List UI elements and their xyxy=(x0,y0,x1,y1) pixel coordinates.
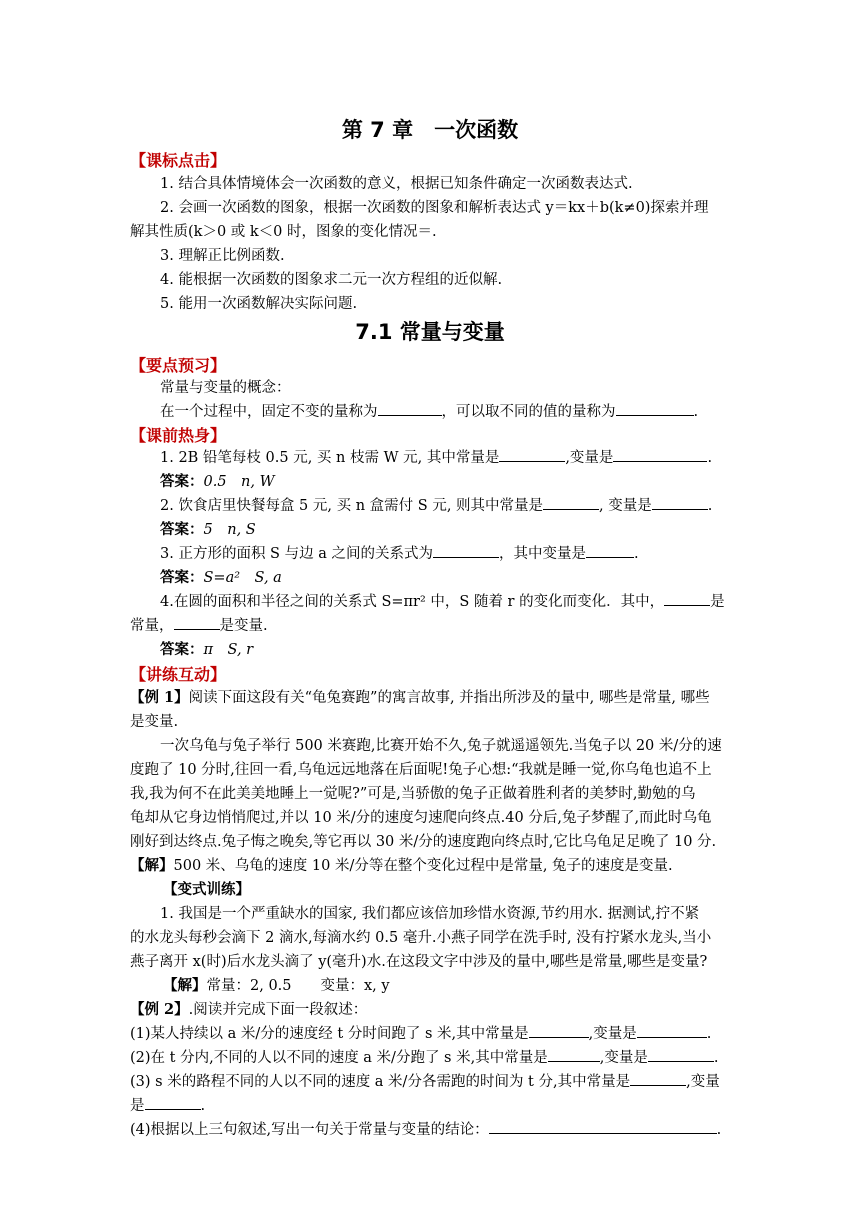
warmup-q4-cont xyxy=(130,614,734,638)
example2-item-text: (3) s 米的路程不同的人以不同的速度 a 米/分各需跑的时间为 t 分,其中常量是 xyxy=(130,1074,631,1090)
example1-line-2: 是变量. xyxy=(130,714,179,730)
kebiao-item-2: 2. 会画一次函数的图象，根据一次函数的图象和解析表达式 y＝kx＋b(k≠0)探索并理 xyxy=(160,200,709,216)
answer-value: 5 n, S xyxy=(203,522,256,538)
example2-item-2: (2)在 t 分内,不同的人以不同的速度 a 米/分跑了 s 米,其中常量是 ,变量是 . xyxy=(130,1046,734,1070)
warmup-q4-text2: 是 xyxy=(710,594,725,610)
example2-label: 【例 2】 xyxy=(130,1001,189,1018)
answer-value: 0.5 n, W xyxy=(203,474,275,490)
answer-value: S=a² S, a xyxy=(203,570,282,586)
answer-blank[interactable] xyxy=(499,447,565,462)
answer-blank[interactable] xyxy=(433,543,499,558)
answer-blank[interactable] xyxy=(489,1119,717,1134)
kebiao-item-3: 3. 理解正比例函数. xyxy=(160,248,285,264)
example2-item-3-cont: 是 . xyxy=(130,1094,734,1118)
variant-solution xyxy=(163,974,734,998)
kebiao-item-2-cont: 解其性质(k＞0 或 k＜0 时，图象的变化情况＝. xyxy=(130,224,437,240)
example2-item-text: 是 xyxy=(130,1098,145,1114)
chapter-title: 第 7 章 一次函数 xyxy=(341,118,519,142)
answer-blank[interactable] xyxy=(529,1023,589,1038)
solution-label: 【解】 xyxy=(163,977,207,994)
example2-text: .阅读并完成下面一段叙述： xyxy=(188,1002,368,1018)
warmup-q1-text: 1. 2B 铅笔每枝 0.5 元, 买 n 枝需 W 元, 其中常量是 xyxy=(160,450,500,466)
section-header-jianglian: 【讲练互动】 xyxy=(130,665,227,684)
variant-label: 【变式训练】 xyxy=(163,881,250,898)
answer-blank[interactable] xyxy=(648,1047,714,1062)
kebiao-item-4: 4. 能根据一次函数的图象求二元一次方程组的近似解. xyxy=(160,272,503,288)
example2-item-1: (1)某人持续以 a 米/分的速度经 t 分时间跑了 s 米,其中常量是 ,变量是 . xyxy=(130,1022,734,1046)
warmup-q1: 1. 2B 铅笔每枝 0.5 元, 买 n 枝需 W 元, 其中常量是 ,变量是 . xyxy=(160,446,734,470)
example2-item-text: (4)根据以上三句叙述,写出一句关于常量与变量的结论： xyxy=(130,1122,489,1138)
warmup-q4 xyxy=(160,590,734,614)
warmup-a3 xyxy=(160,566,734,590)
answer-value: π S, r xyxy=(203,642,254,658)
section-title: 7.1 常量与变量 xyxy=(355,320,505,344)
example2-item-text: (2)在 t 分内,不同的人以不同的速度 a 米/分跑了 s 米,其中常量是 xyxy=(130,1050,548,1066)
answer-blank[interactable] xyxy=(637,1023,707,1038)
yaodian-text-a: 在一个过程中，固定不变的量称为 xyxy=(160,404,378,420)
solution-text: 常量：2, 0.5 变量：x, y xyxy=(206,978,390,994)
variant-line-3: 燕子离开 x(时)后水龙头滴了 y(毫升)水.在这段文字中涉及的量中,哪些是常量,哪些是变量? xyxy=(130,954,708,970)
example1-line-4: 度跑了 10 分时,往回一看,乌龟远远地落在后面呢!兔子心想:“我就是睡一觉,你乌龟也追不上 xyxy=(130,762,712,778)
warmup-q1-text2: ,变量是 xyxy=(565,450,614,466)
warmup-q4-text3: 常量， xyxy=(130,618,174,634)
section-header-kebiao: 【课标点击】 xyxy=(130,151,227,170)
warmup-a2 xyxy=(160,518,734,542)
answer-blank[interactable] xyxy=(586,543,634,558)
answer-blank[interactable] xyxy=(145,1095,201,1110)
warmup-a1 xyxy=(160,470,734,494)
example1-label: 【例 1】 xyxy=(130,689,189,706)
example2-item-text2: ,变量是 xyxy=(588,1026,637,1042)
answer-label: 答案： xyxy=(160,569,204,586)
yaodian-text-b: ，可以取不同的值的量称为 xyxy=(441,404,616,420)
example1-line-5: 我,我为何不在此美美地睡上一觉呢?”可是,当骄傲的兔子正做着胜利者的美梦时,勤勉的乌 xyxy=(130,786,696,802)
variant-line-2: 的水龙头每秒会滴下 2 滴水,每滴水约 0.5 毫升.小燕子同学在洗手时, 没有拧紧水龙头,当小 xyxy=(130,930,712,946)
answer-blank[interactable] xyxy=(174,615,220,630)
yaodian-line-2: 在一个过程中，固定不变的量称为 ，可以取不同的值的量称为 . xyxy=(160,400,734,424)
example1-line-7: 刚好到达终点.兔子悔之晚矣,等它再以 30 米/分的速度跑向终点时,它比乌龟足足晚了 10 分. xyxy=(130,834,717,850)
example2-item-4: (4)根据以上三句叙述,写出一句关于常量与变量的结论： . xyxy=(130,1118,734,1142)
example2-item-3 xyxy=(130,1070,734,1094)
warmup-q4-text: 4.在圆的面积和半径之间的关系式 S=πr² 中，S 随着 r 的变化而变化．其中， xyxy=(160,594,665,610)
warmup-q3-text2: ，其中变量是 xyxy=(498,546,586,562)
solution-label: 【解】 xyxy=(130,857,174,874)
kebiao-item-1: 1. 结合具体情境体会一次函数的意义，根据已知条件确定一次函数表达式. xyxy=(160,176,633,192)
warmup-q3: 3. 正方形的面积 S 与边 a 之间的关系式为 ，其中变量是 . xyxy=(160,542,734,566)
example1-solution xyxy=(130,854,734,878)
solution-text: 500 米、乌龟的速度 10 米/分等在整个变化过程中是常量, 兔子的速度是变量. xyxy=(173,858,673,874)
warmup-q3-text: 3. 正方形的面积 S 与边 a 之间的关系式为 xyxy=(160,546,433,562)
warmup-q2: 2. 饮食店里快餐每盒 5 元, 买 n 盒需付 S 元, 则其中常量是 , 变量是 . xyxy=(160,494,734,518)
example2-item-text2: ,变量 xyxy=(686,1074,720,1090)
example2-item-text2: ,变量是 xyxy=(599,1050,648,1066)
answer-label: 答案： xyxy=(160,641,204,658)
warmup-q2-text2: , 变量是 xyxy=(599,498,652,514)
example1-line-6: 龟却从它身边悄悄爬过,并以 10 米/分的速度匀速爬向终点.40 分后,兔子梦醒了,而此时乌龟 xyxy=(130,810,712,826)
example2-intro xyxy=(130,998,734,1022)
answer-blank[interactable] xyxy=(652,495,708,510)
answer-blank[interactable] xyxy=(543,495,599,510)
variant-line-1: 1. 我国是一个严重缺水的国家, 我们都应该倍加珍惜水资源,节约用水. 据测试,拧不紧 xyxy=(160,906,700,922)
example1-text: 阅读下面这段有关“龟兔赛跑”的寓言故事, 并指出所涉及的量中, 哪些是常量, 哪些 xyxy=(188,690,710,706)
answer-label: 答案： xyxy=(160,473,204,490)
answer-blank[interactable] xyxy=(616,401,694,416)
section-header-yaodian: 【要点预习】 xyxy=(130,356,227,375)
example2-item-text: (1)某人持续以 a 米/分的速度经 t 分时间跑了 s 米,其中常量是 xyxy=(130,1026,529,1042)
warmup-q2-text: 2. 饮食店里快餐每盒 5 元, 买 n 盒需付 S 元, 则其中常量是 xyxy=(160,498,544,514)
answer-blank[interactable] xyxy=(548,1047,600,1062)
answer-blank[interactable] xyxy=(378,401,442,416)
section-header-keqian: 【课前热身】 xyxy=(130,426,227,445)
answer-label: 答案： xyxy=(160,521,204,538)
answer-blank[interactable] xyxy=(613,447,707,462)
yaodian-line-1: 常量与变量的概念： xyxy=(160,380,291,396)
kebiao-item-5: 5. 能用一次函数解决实际问题. xyxy=(160,296,358,312)
warmup-a4 xyxy=(160,638,734,662)
example1-line-1 xyxy=(130,686,734,710)
warmup-q4-text4: 是变量. xyxy=(219,618,268,634)
answer-blank[interactable] xyxy=(630,1071,686,1086)
answer-blank[interactable] xyxy=(664,591,710,606)
example1-line-3: 一次乌龟与兔子举行 500 米赛跑,比赛开始不久,兔子就遥遥领先.当兔子以 20 米/分的速 xyxy=(160,738,722,754)
